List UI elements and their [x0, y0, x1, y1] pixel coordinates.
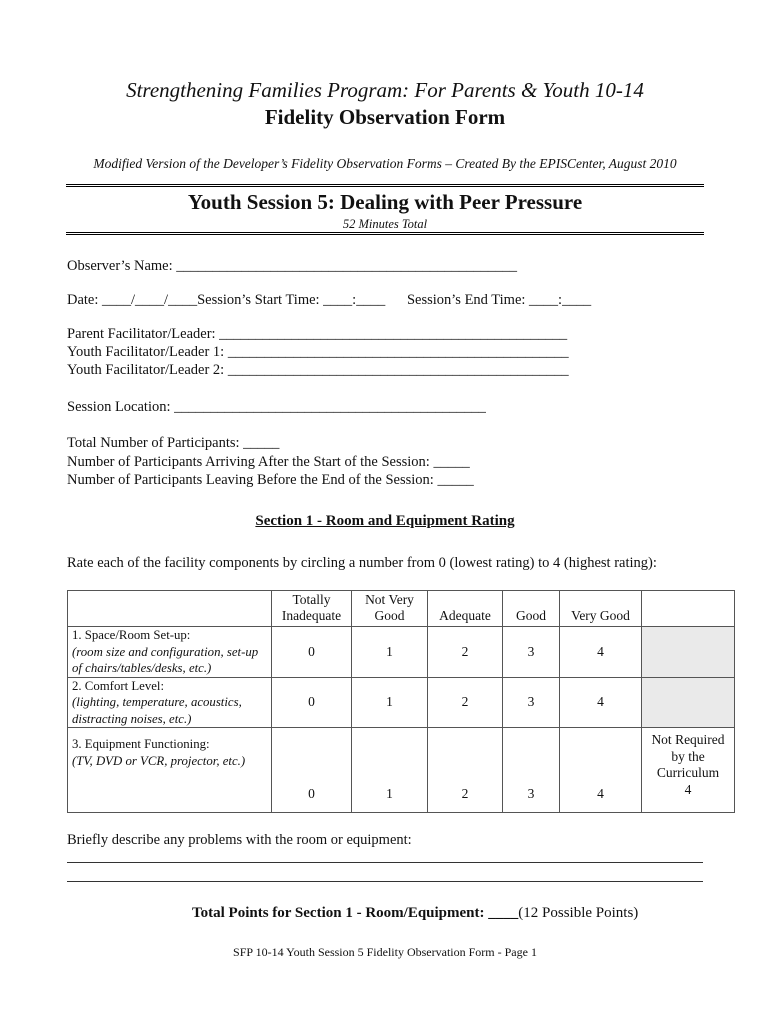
- table-row: [68, 627, 735, 678]
- rating-option[interactable]: 2: [428, 627, 503, 678]
- rating-option[interactable]: 1: [352, 677, 428, 728]
- table-row: [68, 677, 735, 728]
- rating-table: [67, 590, 735, 813]
- parent-facilitator-field[interactable]: Parent Facilitator/Leader: ________________________________________________: [67, 326, 568, 342]
- arriving-after-field[interactable]: Number of Participants Arriving After the Start of the Session: _____: [67, 454, 470, 470]
- rating-option[interactable]: 4: [560, 627, 642, 678]
- table-row: [68, 728, 735, 813]
- session-title: Youth Session 5: Dealing with Peer Pressure: [187, 190, 583, 214]
- total-participants-field[interactable]: Total Number of Participants: _____: [67, 435, 280, 451]
- leaving-before-field[interactable]: Number of Participants Leaving Before the End of the Session: _____: [67, 472, 474, 488]
- rating-option[interactable]: 0: [272, 677, 352, 728]
- rating-option[interactable]: 3: [503, 627, 560, 678]
- rating-option[interactable]: 2: [428, 728, 503, 813]
- header-blank: [68, 591, 272, 627]
- youth-facilitator-2-field[interactable]: Youth Facilitator/Leader 2: _______________________________________________: [67, 362, 569, 378]
- rating-option[interactable]: 4: [560, 728, 642, 813]
- rating-option[interactable]: 4: [560, 677, 642, 728]
- row-1-description: 1. Space/Room Set-up: (room size and configuration, set-up of chairs/tables/desks, etc.): [68, 627, 272, 678]
- form-title: Fidelity Observation Form: [264, 105, 506, 129]
- rating-option[interactable]: 0: [272, 627, 352, 678]
- not-required-cell[interactable]: [642, 728, 735, 813]
- total-label: Total Points for Section 1 - Room/Equipment: ____: [192, 905, 519, 921]
- rating-option[interactable]: 2: [428, 677, 503, 728]
- row-2-description: 2. Comfort Level: (lighting, temperature, acoustics, distracting noises, etc.): [68, 677, 272, 728]
- observer-name-field[interactable]: Observer’s Name: _______________________________________________: [67, 258, 518, 274]
- section-1-total[interactable]: [192, 905, 638, 922]
- header-totally-inadequate: Totally Inadequate: [272, 591, 352, 627]
- rating-option[interactable]: 1: [352, 627, 428, 678]
- rating-option[interactable]: 3: [503, 677, 560, 728]
- bottom-rule: [66, 232, 704, 235]
- header-not-very-good: Not Very Good: [352, 591, 428, 627]
- header-adequate: Adequate: [428, 591, 503, 627]
- header-good: Good: [503, 591, 560, 627]
- rating-option[interactable]: 0: [272, 728, 352, 813]
- total-possible: (12 Possible Points): [518, 905, 639, 921]
- modified-note: Modified Version of the Developer’s Fidelity Observation Forms – Created By the EPISCenter, August 2010: [93, 156, 677, 171]
- problems-line-2[interactable]: [67, 881, 703, 882]
- not-required-note: Not Required by the Curriculum: [651, 732, 725, 780]
- header-very-good: Very Good: [560, 591, 642, 627]
- shaded-cell: [642, 627, 735, 678]
- top-rule: [66, 184, 704, 187]
- program-title: Strengthening Families Program: For Parents & Youth 10-14: [126, 78, 644, 102]
- table-header-row: [68, 591, 735, 627]
- session-location-field[interactable]: Session Location: ___________________________________________: [67, 399, 486, 415]
- date-time-field[interactable]: Date: ____/____/____Session’s Start Time: ____:____ Session’s End Time: ____:____: [67, 292, 592, 308]
- not-required-value: 4: [684, 781, 692, 797]
- problems-line-1[interactable]: [67, 862, 703, 863]
- header-extra: [642, 591, 735, 627]
- rating-option[interactable]: 1: [352, 728, 428, 813]
- rating-instructions: Rate each of the facility components by circling a number from 0 (lowest rating) to 4 (highest rating):: [67, 555, 657, 571]
- session-minutes: 52 Minutes Total: [342, 217, 428, 231]
- rating-option[interactable]: 3: [503, 728, 560, 813]
- row-3-description: 3. Equipment Functioning: (TV, DVD or VCR, projector, etc.): [68, 728, 272, 813]
- page-footer: SFP 10-14 Youth Session 5 Fidelity Observation Form - Page 1: [233, 945, 537, 959]
- section-1-title: Section 1 - Room and Equipment Rating: [255, 513, 515, 529]
- problems-prompt: Briefly describe any problems with the room or equipment:: [67, 832, 412, 848]
- shaded-cell: [642, 677, 735, 728]
- youth-facilitator-1-field[interactable]: Youth Facilitator/Leader 1: _______________________________________________: [67, 344, 569, 360]
